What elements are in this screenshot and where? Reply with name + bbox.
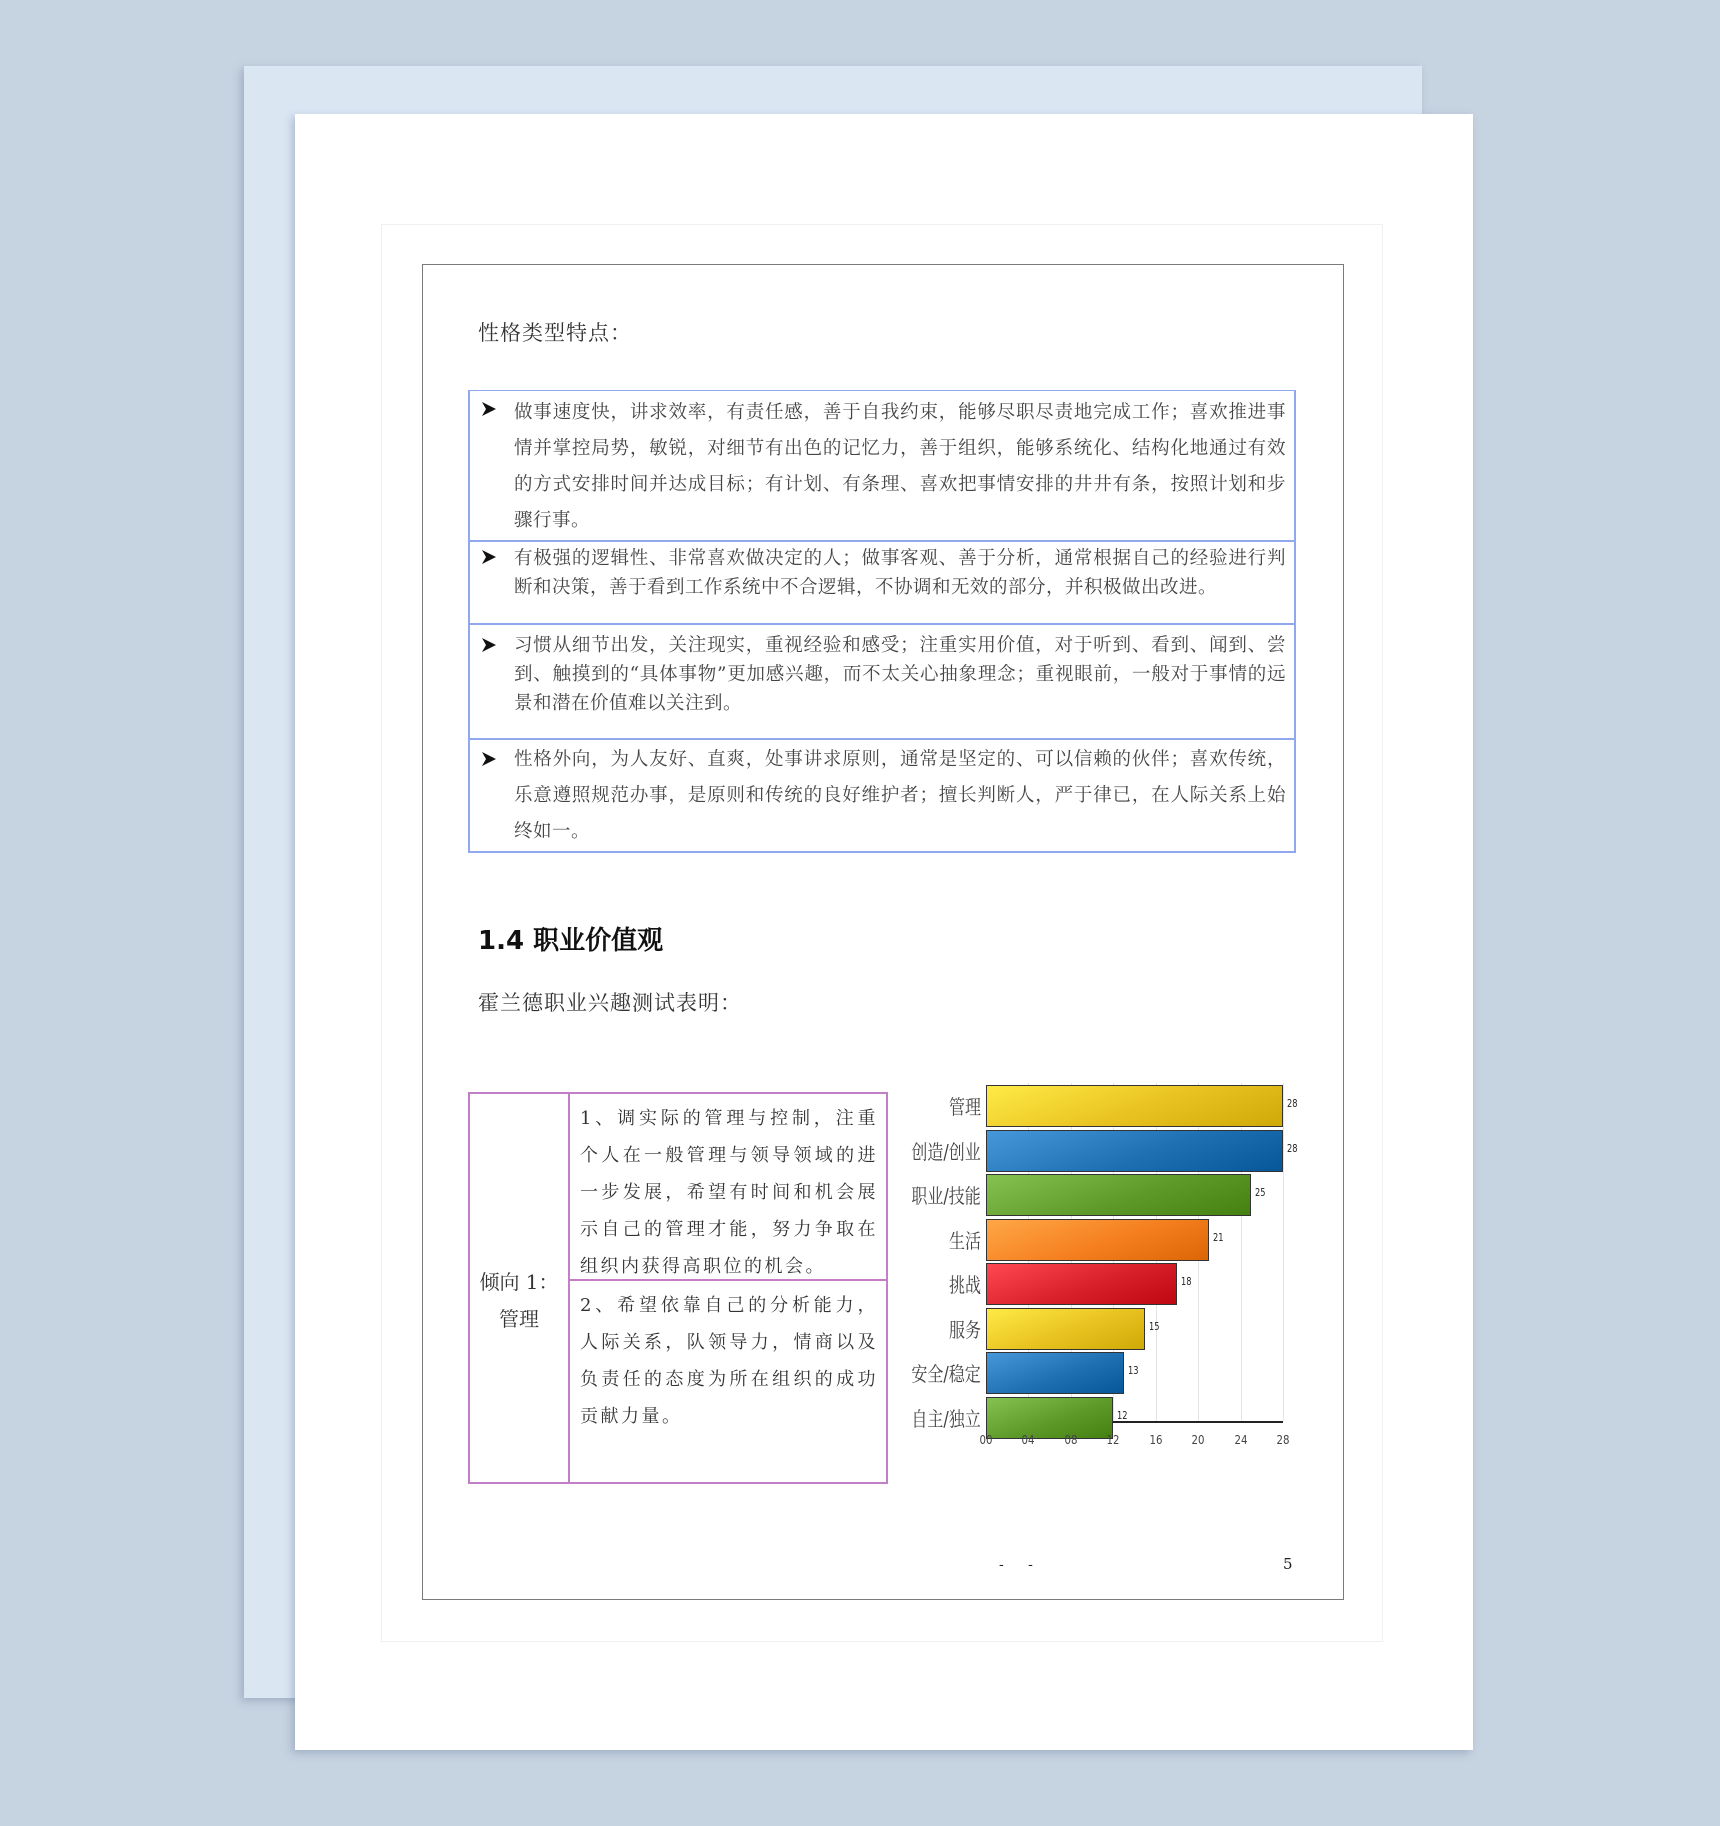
x-tick-label: 16	[1149, 1433, 1163, 1447]
trait-list	[468, 390, 1296, 853]
arrow-bullet-icon	[480, 636, 498, 654]
bar-value-label: 28	[1287, 1141, 1298, 1155]
category-label: 自主/独立	[911, 1406, 981, 1431]
bar	[986, 1219, 1209, 1261]
category-label: 创造/创业	[911, 1139, 981, 1164]
x-tick-label: 20	[1191, 1433, 1205, 1447]
bar	[986, 1263, 1177, 1305]
x-tick-label: 12	[1106, 1433, 1120, 1447]
trait-item: 有极强的逻辑性、非常喜欢做决定的人；做事客观、善于分析，通常根据自己的经验进行判断和决策，善于看到工作系统中不合逻辑，不协调和无效的部分，并积极做出改进。	[468, 540, 1296, 625]
section-heading: 1.4 职业价值观	[478, 926, 664, 956]
bar	[986, 1308, 1145, 1350]
chart-plot-area	[986, 1083, 1298, 1423]
category-label: 安全/稳定	[911, 1362, 981, 1386]
bar	[986, 1130, 1283, 1172]
trait-item: 习惯从细节出发，关注现实，重视经验和感受；注重实用价值，对于听到、看到、闻到、尝到、触摸到的“具体事物”更加感兴趣，而不太关心抽象理念；重视眼前，一般对于事情的远景和潜在价值难以关注到。	[468, 623, 1296, 740]
category-label: 管理	[949, 1095, 981, 1119]
bar-value-label: 12	[1117, 1408, 1128, 1422]
arrow-bullet-icon	[480, 548, 498, 566]
bar-value-label: 18	[1180, 1275, 1192, 1288]
category-label: 生活	[949, 1228, 981, 1253]
arrow-bullet-icon	[480, 400, 498, 418]
x-tick-label: 00	[979, 1433, 993, 1447]
gridline	[1283, 1083, 1284, 1421]
bar-value-label: 15	[1149, 1319, 1160, 1333]
footer-dashes: - -	[999, 1557, 1043, 1573]
bar	[986, 1397, 1113, 1439]
orientation-table	[468, 1092, 888, 1484]
bar	[986, 1085, 1283, 1127]
document-page	[295, 114, 1473, 1750]
page-number: 5	[1283, 1555, 1293, 1573]
x-tick-label: 04	[1021, 1433, 1035, 1447]
orientation-description	[570, 1094, 886, 1482]
x-tick-label: 24	[1234, 1433, 1248, 1447]
x-tick-label: 08	[1064, 1433, 1078, 1447]
x-tick-label: 28	[1276, 1433, 1290, 1447]
orientation-label: 倾向 1： 管理	[470, 1094, 570, 1482]
orientation-point: 1、调实际的管理与控制，注重个人在一般管理与领导领域的进一步发展，希望有时间和机会展示自己的管理才能，努力争取在组织内获得高职位的机会。	[570, 1094, 886, 1281]
page-border-frame	[422, 264, 1344, 1600]
bar	[986, 1352, 1124, 1394]
bar	[986, 1174, 1251, 1216]
orientation-point: 2、希望依靠自己的分析能力，人际关系，队领导力，情商以及负责任的态度为所在组织的成功贡献力量。	[580, 1295, 878, 1427]
trait-item: 性格外向，为人友好、直爽，处事讲求原则，通常是坚定的、可以信赖的伙伴；喜欢传统，乐意遵照规范办事，是原则和传统的良好维护者；擅长判断人，严于律已，在人际关系上始终如一。	[468, 738, 1296, 853]
section-label: 性格类型特点：	[478, 321, 632, 345]
bar-value-label: 28	[1287, 1097, 1298, 1110]
trait-item: 做事速度快，讲求效率，有责任感，善于自我约束，能够尽职尽责地完成工作；喜欢推进事情并掌控局势，敏锐，对细节有出色的记忆力，善于组织，能够系统化、结构化地通过有效的方式安排时间并达成目标；有计划、有条理、喜欢把事情安排的井井有条，按照计划和步骤行事。	[468, 390, 1296, 542]
arrow-bullet-icon	[480, 750, 498, 768]
category-label: 服务	[949, 1317, 981, 1342]
bar-value-label: 21	[1212, 1230, 1224, 1244]
bar-value-label: 25	[1255, 1186, 1266, 1199]
career-values-bar-chart	[903, 1083, 1313, 1473]
category-label: 职业/技能	[911, 1184, 981, 1208]
bar-value-label: 13	[1127, 1364, 1139, 1377]
category-label: 挑战	[949, 1273, 981, 1297]
holland-label: 霍兰德职业兴趣测试表明：	[478, 991, 742, 1015]
